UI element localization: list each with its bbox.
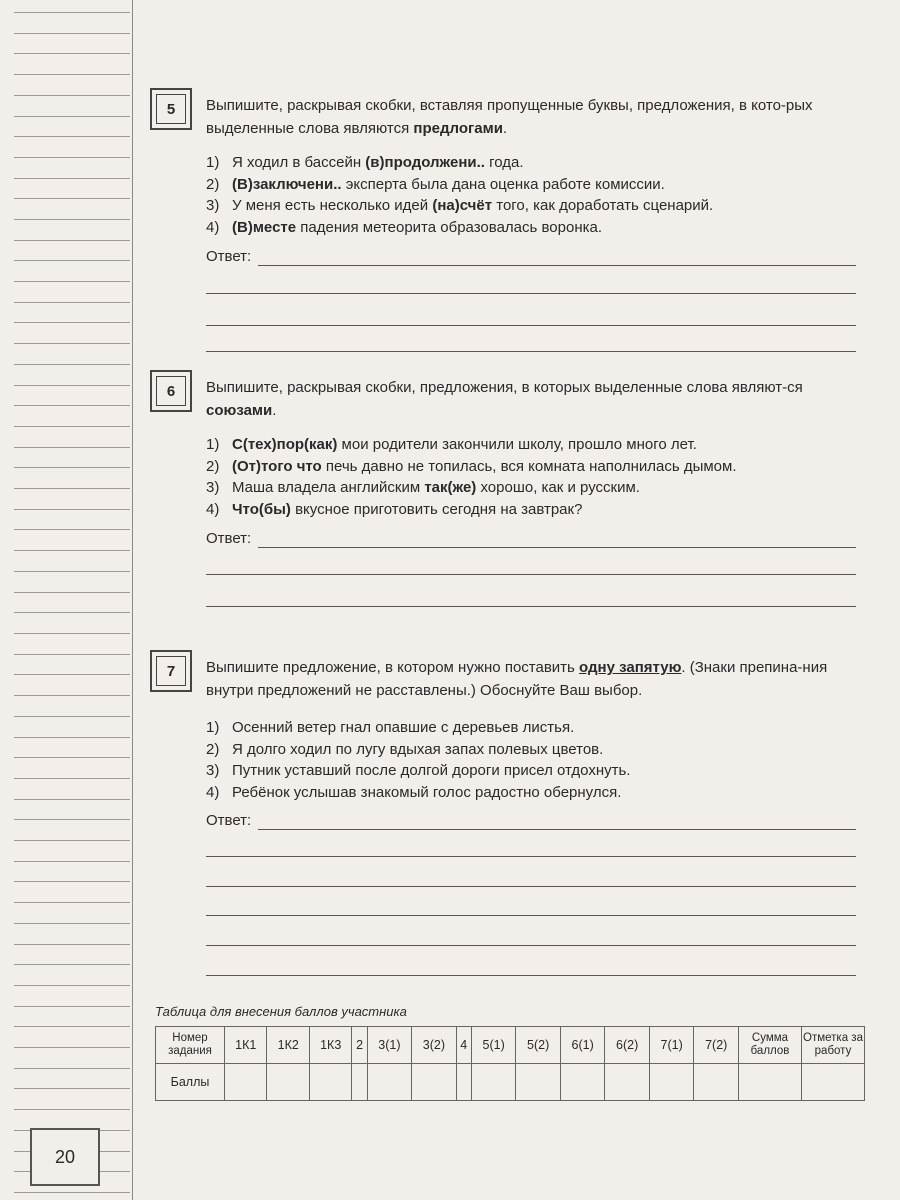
highlighted-word: одну запятую — [579, 659, 682, 676]
header-task-number: Номер задания — [156, 1027, 225, 1064]
highlighted-word: (в)продолжени.. — [365, 154, 485, 171]
score-cell[interactable] — [605, 1064, 650, 1101]
header-sum: Сумма баллов — [739, 1027, 802, 1064]
option-text — [232, 477, 640, 499]
row-label-points: Баллы — [156, 1064, 225, 1101]
option-item — [206, 739, 856, 761]
task-options — [206, 717, 856, 803]
text-segment: Выпишите, раскрывая скобки, предложения, в которых выделенные слова являют-ся — [206, 379, 803, 396]
option-text — [232, 760, 630, 782]
option-number: 1) — [206, 436, 220, 453]
score-cell[interactable] — [456, 1064, 471, 1101]
option-number: 4) — [206, 218, 220, 236]
score-cell[interactable] — [739, 1064, 802, 1101]
option-number: 4) — [206, 783, 220, 801]
margin-divider — [132, 0, 133, 1200]
option-item — [206, 456, 856, 478]
answer-label: Ответ: — [206, 812, 252, 829]
option-number: 4) — [206, 500, 220, 518]
header-mark: Отметка за работу — [802, 1027, 865, 1064]
highlighted-word: предлогами — [413, 120, 503, 137]
text-segment: мои родители закончили школу, прошло много лет. — [337, 436, 697, 453]
option-number: 3) — [206, 479, 220, 496]
answer-line[interactable] — [206, 574, 856, 575]
highlighted-word: так(же) — [424, 479, 477, 496]
option-text — [232, 434, 697, 456]
task-question — [206, 94, 856, 140]
task-options — [206, 434, 856, 520]
text-segment: Путник уставший после долгой дороги присел отдохнуть. — [232, 762, 631, 779]
score-cell[interactable] — [802, 1064, 865, 1101]
answer-line[interactable] — [206, 915, 856, 916]
header-cell: 5(1) — [471, 1027, 516, 1064]
option-item — [206, 195, 856, 217]
score-cell[interactable] — [367, 1064, 412, 1101]
highlighted-word: союзами — [206, 402, 273, 419]
text-segment: Я ходил в бассейн — [232, 154, 366, 171]
option-number: 1) — [206, 154, 220, 171]
header-cell: 1К2 — [267, 1027, 309, 1064]
option-item — [206, 217, 856, 239]
score-cell[interactable] — [225, 1064, 267, 1101]
text-segment: . — [272, 402, 277, 419]
text-segment: Ребёнок услышав знакомый голос радостно обернулся. — [232, 783, 622, 801]
task-number-box: 7 — [150, 650, 192, 692]
option-item — [206, 434, 856, 456]
highlighted-word: (В)месте — [232, 218, 297, 236]
option-number: 3) — [206, 197, 220, 214]
text-segment: Я долго ходил по лугу вдыхая запах полевых цветов. — [232, 740, 604, 758]
option-number: 1) — [206, 719, 220, 736]
score-cell[interactable] — [560, 1064, 605, 1101]
text-segment: Осенний ветер гнал опавшие с деревьев листья. — [232, 719, 575, 736]
highlighted-word: Что(бы) — [232, 500, 291, 518]
score-cell[interactable] — [412, 1064, 457, 1101]
score-cell[interactable] — [352, 1064, 367, 1101]
option-number: 2) — [206, 740, 220, 758]
header-cell: 3(1) — [367, 1027, 412, 1064]
option-text — [232, 217, 602, 239]
header-cell: 7(1) — [649, 1027, 694, 1064]
score-cell[interactable] — [267, 1064, 309, 1101]
header-cell: 1К1 — [225, 1027, 267, 1064]
text-segment: У меня есть несколько идей — [232, 197, 433, 214]
header-cell: 3(2) — [412, 1027, 457, 1064]
answer-label: Ответ: — [206, 248, 252, 265]
option-item — [206, 477, 856, 499]
highlighted-word: (на)счёт — [432, 197, 493, 214]
text-segment: . (Знаки препина-ния внутри предложений не расставлены.) Обоснуйте Ваш выбор. — [206, 659, 828, 699]
answer-line[interactable] — [206, 975, 856, 976]
text-segment: хорошо, как и русским. — [476, 479, 640, 496]
option-text — [232, 782, 621, 804]
option-text — [232, 717, 574, 739]
text-segment: падения метеорита образовалась воронка. — [296, 218, 602, 236]
option-item — [206, 499, 856, 521]
margin-lines — [0, 0, 132, 1200]
score-cell[interactable] — [471, 1064, 516, 1101]
text-segment: Выпишите предложение, в котором нужно поставить — [206, 659, 580, 676]
score-table — [155, 1026, 865, 1101]
task-number-box: 6 — [150, 370, 192, 412]
score-cell[interactable] — [309, 1064, 351, 1101]
task-question — [206, 656, 856, 702]
option-text — [232, 456, 737, 478]
option-number: 2) — [206, 175, 220, 193]
header-cell: 1К3 — [309, 1027, 351, 1064]
text-segment: печь давно не топилась, вся комната наполнилась дымом. — [321, 457, 737, 475]
option-item — [206, 782, 856, 804]
task-question — [206, 376, 856, 422]
answer-line[interactable] — [206, 293, 856, 294]
page-number: 20 — [30, 1128, 100, 1186]
score-cell[interactable] — [516, 1064, 561, 1101]
header-cell: 6(2) — [605, 1027, 650, 1064]
highlighted-word: (В)заключени.. — [232, 175, 342, 193]
task-number-box: 5 — [150, 88, 192, 130]
highlighted-word: (От)того что — [232, 457, 322, 475]
option-number: 3) — [206, 762, 220, 779]
option-text — [232, 739, 603, 761]
option-item — [206, 152, 856, 174]
header-cell: 6(1) — [560, 1027, 605, 1064]
option-item — [206, 174, 856, 196]
header-cell: 5(2) — [516, 1027, 561, 1064]
answer-line[interactable] — [206, 351, 856, 352]
text-segment: . — [502, 120, 508, 137]
text-segment: Выпишите, раскрывая скобки, вставляя пропущенные буквы, предложения, в кото-рых выделенные слова являются — [206, 97, 813, 137]
text-segment: Маша владела английским — [232, 479, 425, 496]
text-segment: эксперта была дана оценка работе комиссии. — [341, 175, 665, 193]
text-segment: вкусное приготовить сегодня на завтрак? — [290, 500, 583, 518]
answer-line[interactable] — [206, 856, 856, 857]
option-text — [232, 195, 713, 217]
header-cell: 4 — [456, 1027, 471, 1064]
option-item — [206, 760, 856, 782]
score-table-title: Таблица для внесения баллов участника — [155, 1004, 407, 1019]
highlighted-word: С(тех)пор(как) — [232, 436, 338, 453]
header-cell: 7(2) — [694, 1027, 739, 1064]
answer-line[interactable] — [206, 606, 856, 607]
text-segment: того, как доработать сценарий. — [492, 197, 714, 214]
text-segment: года. — [484, 154, 524, 171]
option-text — [232, 152, 524, 174]
score-cell[interactable] — [694, 1064, 739, 1101]
answer-line[interactable] — [206, 325, 856, 326]
answer-line[interactable] — [206, 945, 856, 946]
answer-label: Ответ: — [206, 530, 252, 547]
answer-line[interactable] — [206, 886, 856, 887]
option-text — [232, 499, 582, 521]
option-item — [206, 717, 856, 739]
task-options — [206, 152, 856, 238]
option-number: 2) — [206, 457, 220, 475]
option-text — [232, 174, 665, 196]
header-cell: 2 — [352, 1027, 367, 1064]
score-cell[interactable] — [649, 1064, 694, 1101]
